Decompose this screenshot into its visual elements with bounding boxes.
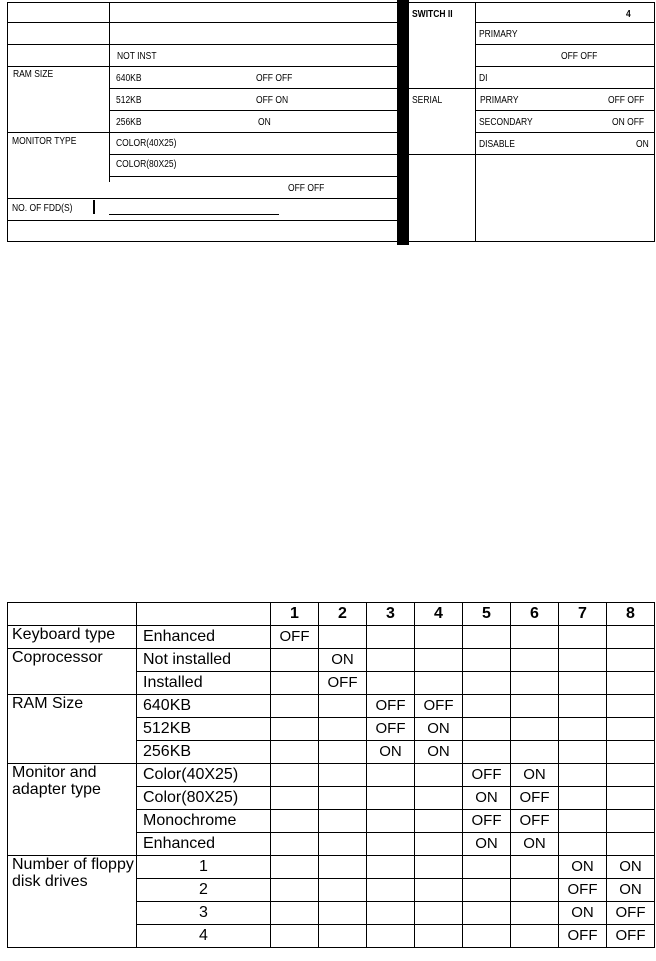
switch-value-cell	[415, 787, 463, 810]
switch-number-header: 5	[463, 603, 511, 626]
switch-value-cell	[463, 856, 511, 879]
option-cell: Not installed	[137, 649, 271, 672]
switch-value-cell	[511, 649, 559, 672]
switch-value-cell	[415, 649, 463, 672]
switch-value-cell	[367, 672, 415, 695]
switch-value-cell	[319, 626, 367, 649]
switch-value-cell	[415, 810, 463, 833]
option-cell: 512KB	[137, 718, 271, 741]
top-option: DI	[479, 73, 488, 84]
switch-value-cell: OFF	[607, 925, 655, 948]
switch-value-cell	[463, 695, 511, 718]
option-cell: 256KB	[137, 741, 271, 764]
switch-value-cell	[511, 695, 559, 718]
option-cell: 2	[137, 879, 271, 902]
switch-value-cell: ON	[607, 879, 655, 902]
table-row	[8, 695, 655, 718]
top-option: DISABLE	[479, 139, 515, 150]
header-blank	[8, 603, 137, 626]
switch-value-cell: ON	[511, 833, 559, 856]
category-cell: Keyboard type	[8, 626, 137, 649]
switch-value-cell	[271, 833, 319, 856]
option-cell: Monochrome	[137, 810, 271, 833]
top-setting: ON OFF	[612, 117, 645, 128]
top-option: 256KB	[116, 117, 142, 128]
top-setting: OFF OFF	[561, 51, 598, 62]
switch-value-cell	[559, 741, 607, 764]
divider-bar	[397, 0, 409, 245]
switch-value-cell: OFF	[559, 925, 607, 948]
switch-number-header: 6	[511, 603, 559, 626]
switch-number-header: 3	[367, 603, 415, 626]
switch-value-cell: OFF	[271, 626, 319, 649]
top-category: NO. OF FDD(S)	[12, 203, 73, 214]
switch-settings-table	[7, 602, 655, 948]
switch-value-cell: OFF	[319, 672, 367, 695]
switch-number-header: 1	[271, 603, 319, 626]
top-setting: ON	[636, 139, 649, 150]
switch-value-cell	[367, 833, 415, 856]
switch-value-cell	[271, 856, 319, 879]
switch-value-cell: OFF	[367, 695, 415, 718]
option-cell: 3	[137, 902, 271, 925]
switch-value-cell	[511, 741, 559, 764]
switch-value-cell	[319, 879, 367, 902]
switch-value-cell	[271, 718, 319, 741]
top-option: NOT INST	[117, 51, 157, 62]
top-category: SERIAL	[412, 95, 443, 106]
switch-value-cell: OFF	[463, 764, 511, 787]
switch-value-cell	[463, 649, 511, 672]
switch-value-cell	[511, 672, 559, 695]
switch-value-cell	[367, 764, 415, 787]
switch-value-cell: OFF	[511, 787, 559, 810]
switch-value-cell	[607, 787, 655, 810]
option-cell: Color(40X25)	[137, 764, 271, 787]
switch-value-cell	[415, 902, 463, 925]
switch-value-cell	[607, 833, 655, 856]
switch-value-cell	[319, 787, 367, 810]
switch-value-cell	[271, 902, 319, 925]
switch-value-cell	[415, 672, 463, 695]
switch-value-cell: OFF	[559, 879, 607, 902]
table-row	[8, 649, 655, 672]
switch-value-cell: OFF	[367, 718, 415, 741]
switch-value-cell	[271, 810, 319, 833]
option-cell: Enhanced	[137, 626, 271, 649]
switch-value-cell	[607, 810, 655, 833]
switch-value-cell	[511, 879, 559, 902]
category-cell: Coprocessor	[8, 649, 137, 695]
switch-value-cell	[415, 856, 463, 879]
switch-value-cell	[271, 879, 319, 902]
switch-value-cell: ON	[463, 787, 511, 810]
switch-value-cell	[319, 741, 367, 764]
top-option: COLOR(40X25)	[116, 138, 177, 149]
switch-value-cell	[367, 925, 415, 948]
top-switch-label: SWITCH II	[412, 9, 453, 20]
switch-value-cell	[559, 695, 607, 718]
table-row	[8, 764, 655, 787]
switch-value-cell	[559, 718, 607, 741]
top-option: PRIMARY	[480, 95, 519, 106]
top-setting: OFF OFF	[288, 183, 325, 194]
switch-value-cell: ON	[559, 902, 607, 925]
option-cell: 1	[137, 856, 271, 879]
switch-number-header: 8	[607, 603, 655, 626]
switch-value-cell: ON	[607, 856, 655, 879]
switch-value-cell	[511, 718, 559, 741]
switch-value-cell	[463, 626, 511, 649]
switch-value-cell	[319, 925, 367, 948]
switch-value-cell	[607, 649, 655, 672]
top-setting: OFF ON	[256, 95, 289, 106]
top-setting: OFF OFF	[608, 95, 645, 106]
switch-value-cell	[559, 833, 607, 856]
category-cell: Number of floppy disk drives	[8, 856, 137, 948]
option-cell: 4	[137, 925, 271, 948]
switch-value-cell	[319, 695, 367, 718]
switch-value-cell	[511, 925, 559, 948]
switch-value-cell	[271, 764, 319, 787]
category-cell: Monitor and adapter type	[8, 764, 137, 856]
option-cell: Enhanced	[137, 833, 271, 856]
switch-value-cell: ON	[367, 741, 415, 764]
switch-value-cell	[415, 879, 463, 902]
switch-value-cell	[271, 741, 319, 764]
switch-value-cell	[271, 695, 319, 718]
category-cell: RAM Size	[8, 695, 137, 764]
switch-value-cell	[319, 810, 367, 833]
switch-value-cell	[271, 649, 319, 672]
switch-value-cell	[415, 764, 463, 787]
switch-number-header: 2	[319, 603, 367, 626]
switch-value-cell	[607, 764, 655, 787]
top-setting: ON	[258, 117, 271, 128]
table-row	[8, 626, 655, 649]
switch-value-cell	[415, 925, 463, 948]
top-category: MONITOR TYPE	[12, 136, 77, 147]
switch-value-cell	[367, 879, 415, 902]
switch-value-cell	[559, 626, 607, 649]
switch-value-cell	[463, 672, 511, 695]
switch-value-cell	[319, 764, 367, 787]
switch-value-cell	[607, 718, 655, 741]
switch-value-cell: OFF	[415, 695, 463, 718]
switch-value-cell	[559, 764, 607, 787]
switch-value-cell	[319, 902, 367, 925]
switch-value-cell	[319, 856, 367, 879]
switch-value-cell	[415, 833, 463, 856]
switch-value-cell	[463, 718, 511, 741]
switch-value-cell: ON	[415, 718, 463, 741]
switch-value-cell	[559, 649, 607, 672]
top-option: SECONDARY	[479, 117, 533, 128]
top-setting: OFF OFF	[256, 73, 293, 84]
option-cell: Color(80X25)	[137, 787, 271, 810]
switch-value-cell: OFF	[463, 810, 511, 833]
switch-value-cell: ON	[511, 764, 559, 787]
switch-value-cell	[511, 626, 559, 649]
top-option: 512KB	[116, 95, 142, 106]
switch-value-cell	[367, 649, 415, 672]
table-row	[8, 856, 655, 879]
switch-value-cell: ON	[559, 856, 607, 879]
top-switch-table	[0, 0, 656, 245]
top-switch-number: 4	[626, 9, 631, 20]
top-option: PRIMARY	[479, 29, 518, 40]
switch-value-cell	[319, 718, 367, 741]
header-blank	[137, 603, 271, 626]
switch-value-cell	[367, 856, 415, 879]
top-option: 640KB	[116, 73, 142, 84]
switch-value-cell	[607, 672, 655, 695]
switch-value-cell: ON	[463, 833, 511, 856]
switch-number-header: 7	[559, 603, 607, 626]
switch-value-cell: OFF	[607, 902, 655, 925]
switch-value-cell	[271, 925, 319, 948]
switch-value-cell	[367, 626, 415, 649]
switch-value-cell: OFF	[511, 810, 559, 833]
switch-number-header: 4	[415, 603, 463, 626]
switch-value-cell	[271, 672, 319, 695]
switch-value-cell	[367, 902, 415, 925]
switch-value-cell	[559, 672, 607, 695]
switch-value-cell	[607, 695, 655, 718]
option-cell: Installed	[137, 672, 271, 695]
option-cell: 640KB	[137, 695, 271, 718]
switch-value-cell	[559, 810, 607, 833]
switch-value-cell	[463, 879, 511, 902]
switch-value-cell	[607, 741, 655, 764]
switch-value-cell	[559, 787, 607, 810]
switch-value-cell	[271, 787, 319, 810]
switch-value-cell	[463, 925, 511, 948]
switch-value-cell	[463, 741, 511, 764]
switch-value-cell	[463, 902, 511, 925]
switch-value-cell	[511, 856, 559, 879]
switch-value-cell	[511, 902, 559, 925]
switch-value-cell: ON	[415, 741, 463, 764]
top-option: COLOR(80X25)	[116, 159, 177, 170]
table-header-row	[8, 603, 655, 626]
switch-value-cell	[367, 787, 415, 810]
switch-value-cell	[607, 626, 655, 649]
switch-value-cell	[415, 626, 463, 649]
switch-value-cell: ON	[319, 649, 367, 672]
switch-value-cell	[319, 833, 367, 856]
switch-value-cell	[367, 810, 415, 833]
top-category: RAM SIZE	[13, 69, 54, 80]
